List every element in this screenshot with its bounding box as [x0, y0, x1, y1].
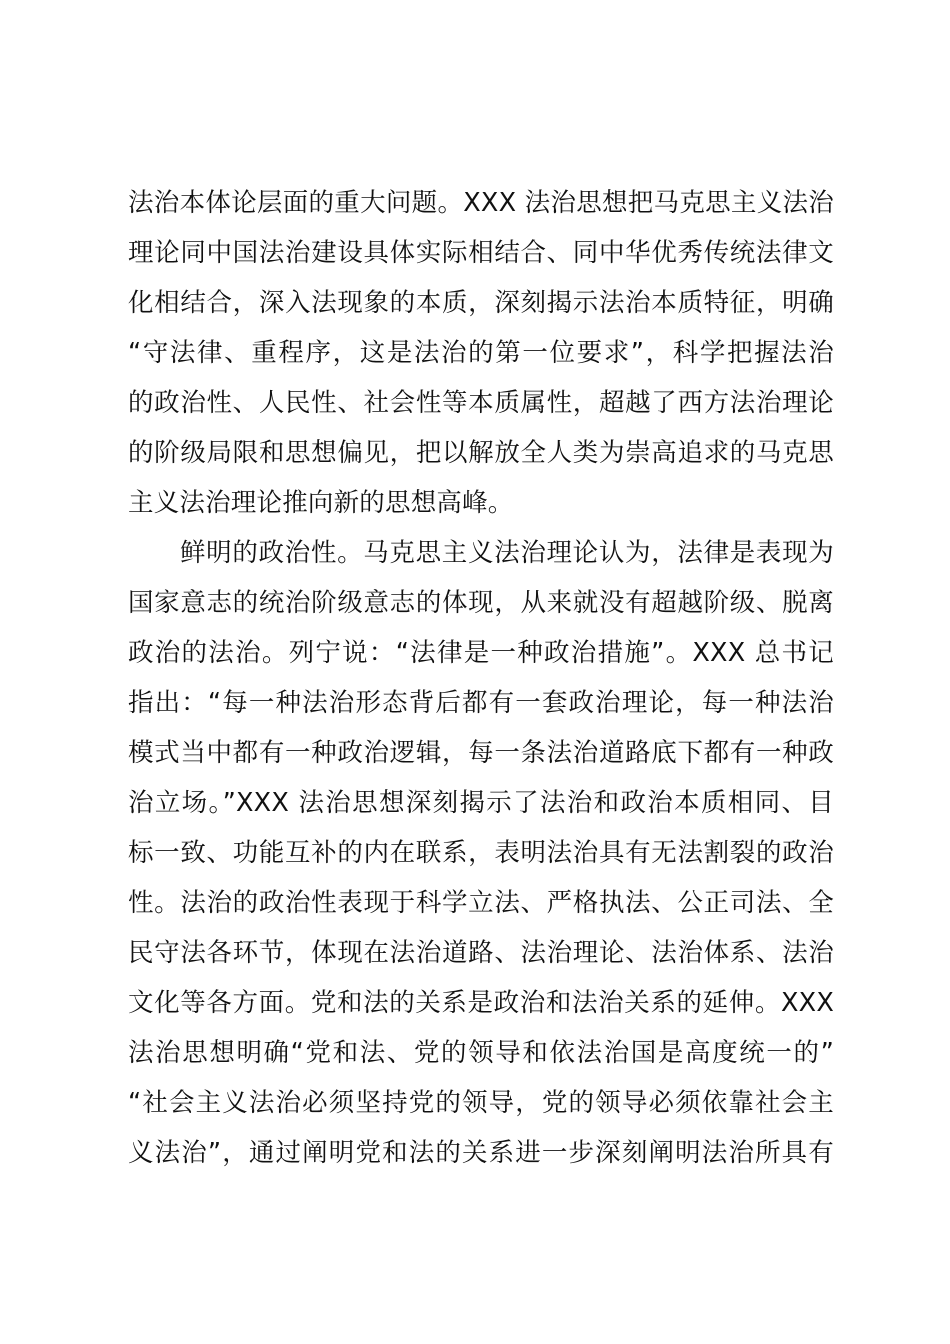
- text-line: 主义法治理论推向新的思想高峰。: [128, 488, 514, 518]
- paragraph-1: [128, 178, 834, 528]
- text-line: 标一致、功能互补的内在联系，表明法治具有无法割裂的政治: [128, 838, 834, 868]
- text-line: 化相结合，深入法现象的本质，深刻揭示法治本质特征，明确: [128, 288, 834, 318]
- text-line: 文化等各方面。党和法的关系是政治和法治关系的延伸。XXX: [128, 988, 834, 1018]
- text-line: 模式当中都有一种政治逻辑，每一条法治道路底下都有一种政: [128, 738, 834, 768]
- paragraph-2: [128, 528, 834, 1178]
- text-line: 法治本体论层面的重大问题。XXX 法治思想把马克思主义法治: [128, 188, 834, 218]
- text-line: 指出：“每一种法治形态背后都有一套政治理论，每一种法治: [128, 688, 834, 718]
- text-line: 义法治”，通过阐明党和法的关系进一步深刻阐明法治所具有: [128, 1138, 834, 1168]
- text-line: 鲜明的政治性。马克思主义法治理论认为，法律是表现为: [180, 538, 834, 568]
- text-line: “守法律、重程序，这是法治的第一位要求”，科学把握法治: [128, 338, 834, 368]
- text-line: 性。法治的政治性表现于科学立法、严格执法、公正司法、全: [128, 888, 834, 918]
- text-line: 民守法各环节，体现在法治道路、法治理论、法治体系、法治: [128, 938, 834, 968]
- text-line: 国家意志的统治阶级意志的体现，从来就没有超越阶级、脱离: [128, 588, 834, 618]
- text-line: 理论同中国法治建设具体实际相结合、同中华优秀传统法律文: [128, 238, 834, 268]
- text-line: 政治的法治。列宁说：“法律是一种政治措施”。XXX 总书记: [128, 638, 834, 668]
- text-line: “社会主义法治必须坚持党的领导，党的领导必须依靠社会主: [128, 1088, 834, 1118]
- text-line: 治立场。”XXX 法治思想深刻揭示了法治和政治本质相同、目: [128, 788, 834, 818]
- text-line: 的阶级局限和思想偏见，把以解放全人类为崇高追求的马克思: [128, 438, 834, 468]
- text-line: 法治思想明确“党和法、党的领导和依法治国是高度统一的”: [128, 1038, 834, 1068]
- text-line: 的政治性、人民性、社会性等本质属性，超越了西方法治理论: [128, 388, 834, 418]
- body-text: [128, 178, 834, 1178]
